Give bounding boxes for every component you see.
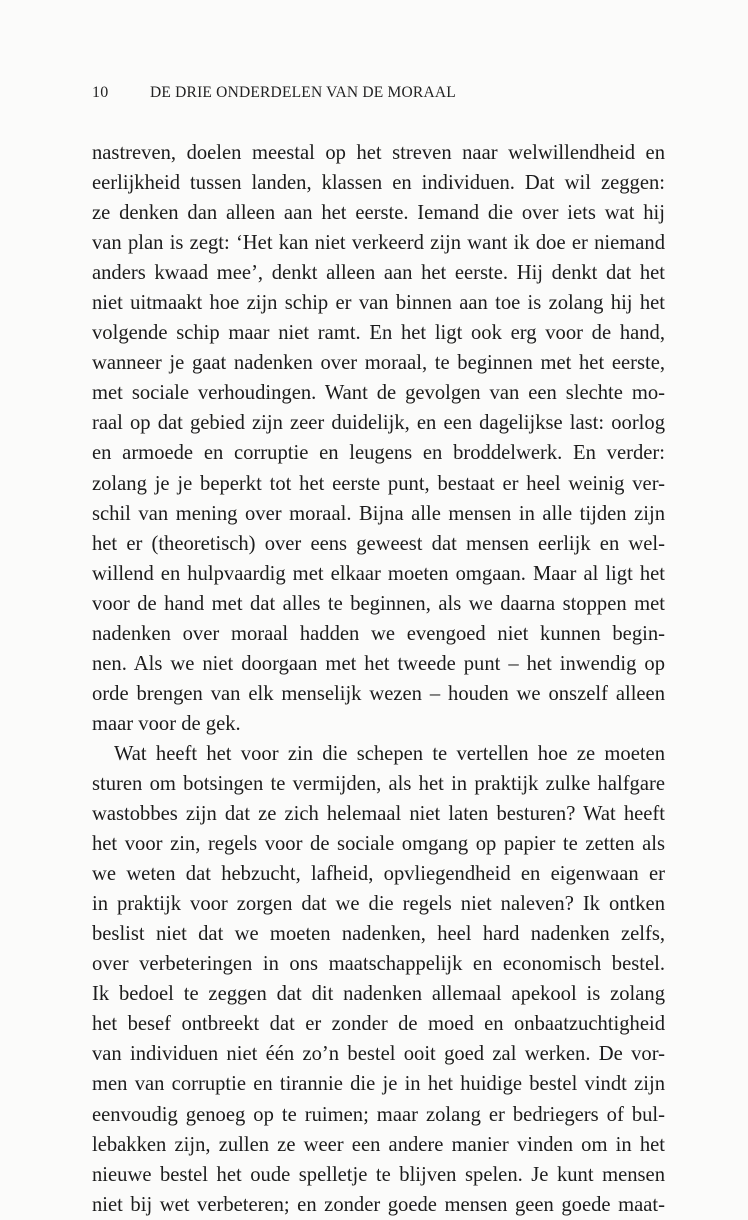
text-line: ze denken dan alleen aan het eerste. Iemand die over iets wat hij <box>92 202 665 225</box>
page-number: 10 <box>92 84 109 101</box>
text-line: nastreven, doelen meestal op het streven naar welwillendheid en <box>92 142 665 164</box>
text-line: wastobbes zijn dat ze zich helemaal niet laten besturen? Wat heeft <box>92 803 665 826</box>
text-line: we weten dat hebzucht, lafheid, opvliegendheid en eigenwaan er <box>92 863 665 886</box>
text-line: en armoede en corruptie en leugens en broddelwerk. En verder: <box>92 442 665 465</box>
text-line: nen. Als we niet doorgaan met het tweede punt – het inwendig op <box>92 652 665 675</box>
text-line: anders kwaad mee’, denkt alleen aan het eerste. Hij denkt dat het <box>92 262 665 285</box>
text-line: sturen om botsingen te vermijden, als het in praktijk zulke halfgare <box>92 772 665 795</box>
text-line: over verbeteringen in ons maatschappelijk en economisch bestel. <box>92 953 665 976</box>
text-line: niet bij wet verbeteren; en zonder goede mensen geen goede maat- <box>92 1193 665 1216</box>
text-line: niet uitmaakt hoe zijn schip er van binnen aan toe is zolang hij het <box>92 292 665 315</box>
text-line: zolang je je beperkt tot het eerste punt, bestaat er heel weinig ver- <box>92 472 665 495</box>
text-line: het voor zin, regels voor de sociale omgang op papier te zetten als <box>92 833 665 856</box>
text-line: wanneer je gaat nadenken over moraal, te beginnen met het eerste, <box>92 352 665 375</box>
text-line: van individuen niet één zo’n bestel ooit goed zal werken. De vor- <box>92 1043 665 1066</box>
text-line: voor de hand met dat alles te beginnen, als we daarna stoppen met <box>92 592 665 615</box>
text-line: in praktijk voor zorgen dat we die regels niet naleven? Ik ontken <box>92 893 665 916</box>
text-line: met sociale verhoudingen. Want de gevolgen van een slechte mo- <box>92 382 665 405</box>
text-line: raal op dat gebied zijn zeer duidelijk, en een dagelijkse last: oorlog <box>92 412 665 435</box>
text-line: eenvoudig genoeg op te ruimen; maar zolang er bedriegers of bul- <box>92 1103 665 1126</box>
text-line: volgende schip maar niet ramt. En het ligt ook erg voor de hand, <box>92 322 665 345</box>
text-line: men van corruptie en tirannie die je in het huidige bestel vindt zijn <box>92 1073 665 1096</box>
text-line: maar voor de gek. <box>92 712 241 735</box>
text-line: beslist niet dat we moeten nadenken, heel hard nadenken zelfs, <box>92 923 665 946</box>
text-line: nadenken over moraal hadden we evengoed niet kunnen begin- <box>92 622 665 645</box>
text-line: Ik bedoel te zeggen dat dit nadenken allemaal apekool is zolang <box>92 983 665 1006</box>
text-line: orde brengen van elk menselijk wezen – houden we onszelf alleen <box>92 682 665 705</box>
text-line: lebakken zijn, zullen ze weer een andere manier vinden om in het <box>92 1133 665 1156</box>
text-line: het besef ontbreekt dat er zonder de moed en onbaatzuchtigheid <box>92 1013 665 1036</box>
text-line: willend en hulpvaardig met elkaar moeten omgaan. Maar al ligt het <box>92 562 665 585</box>
text-line: Wat heeft het voor zin die schepen te vertellen hoe ze moeten <box>114 742 665 765</box>
text-line: eerlijkheid tussen landen, klassen en individuen. Dat wil zeggen: <box>92 172 665 195</box>
text-line: van plan is zegt: ‘Het kan niet verkeerd zijn want ik doe er niemand <box>92 232 665 255</box>
text-line: nieuwe bestel het oude spelletje te blijven spelen. Je kunt mensen <box>92 1163 665 1186</box>
paragraph-2 <box>92 739 665 1220</box>
chapter-title: DE DRIE ONDERDELEN VAN DE MORAAL <box>150 84 456 101</box>
text-line: schil van mening over moraal. Bijna alle mensen in alle tijden zijn <box>92 502 665 525</box>
running-head <box>92 84 456 102</box>
paragraph-1 <box>92 138 665 739</box>
body-text <box>92 138 665 1220</box>
text-line: het er (theoretisch) over eens geweest dat mensen eerlijk en wel- <box>92 532 665 555</box>
